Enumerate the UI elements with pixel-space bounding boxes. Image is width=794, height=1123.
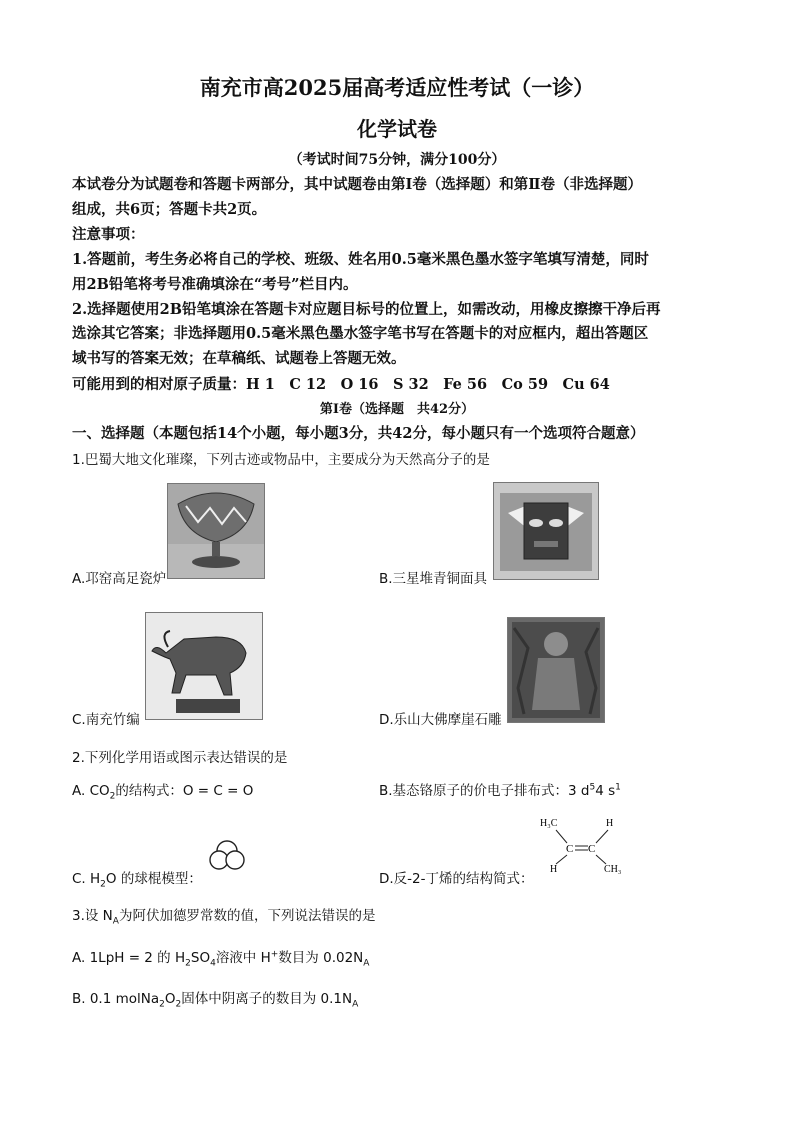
q2-stem: 2.下列化学用语或图示表达错误的是 xyxy=(72,750,288,766)
bamboo-weaving-bull-image xyxy=(145,612,263,720)
atomic-masses: 可能用到的相对原子质量：H 1 C 12 O 16 S 32 Fe 56 Co 59 Cu 64 xyxy=(72,376,610,393)
q2-option-b: B.基态铬原子的价电子排布式：3 $d^54$ $s^1$ xyxy=(379,782,621,799)
q3-stem: 3.设 $N_A$为阿伏加德罗常数的值，下列说法错误的是 xyxy=(72,908,376,927)
q1-option-c: C.南充竹编 xyxy=(72,712,140,728)
q1-option-b: B.三星堆青铜面具 xyxy=(379,571,488,587)
time-note: （考试时间75分钟，满分100分） xyxy=(288,152,506,168)
svg-text:H₃C: H₃C xyxy=(540,818,558,829)
section-1-heading: 一、选择题（本题包括14个小题，每小题3分，共42分，每小题只有一个选项符合题意） xyxy=(72,425,645,442)
intro-line-2: 组成，共6页；答题卡共2页。 xyxy=(72,201,267,218)
svg-text:C: C xyxy=(588,843,596,855)
q2-option-a: A. $CO_2$的结构式：O = C = O xyxy=(72,783,254,802)
trans-2-butene-structure xyxy=(536,812,632,876)
notice-2-line-2: 选涂其它答案；非选择题用0.5毫米黑色墨水签字笔书写在答题卡的对应框内，超出答题区 xyxy=(72,325,649,342)
q1-option-d: D.乐山大佛摩崖石雕 xyxy=(379,712,502,728)
leshan-buddha-image xyxy=(507,617,605,723)
q3-option-b: B. 0.1 $molNa_2O_2$固体中阴离子的数目为 $0.1N_A$ xyxy=(72,991,359,1010)
notice-2-line-1: 2.选择题使用2B铅笔填涂在答题卡对应题目标号的位置上，如需改动，用橡皮擦擦干净后再 xyxy=(72,301,661,318)
section-1-title: 第Ⅰ卷（选择题 共42分） xyxy=(319,402,475,417)
notice-2-line-3: 域书写的答案无效；在草稿纸、试题卷上答题无效。 xyxy=(72,350,406,367)
bronze-mask-image xyxy=(493,482,599,580)
q3-option-a: A. 1LpH = 2 的 $H_2SO_4$溶液中 H+数目为 $0.02N_A$ xyxy=(72,949,370,969)
subject-title: 化学试卷 xyxy=(357,117,437,141)
water-ball-stick-model xyxy=(208,838,246,872)
svg-text:H: H xyxy=(550,864,558,875)
q2-option-d: D.反-2-丁烯的结构简式： xyxy=(379,871,534,887)
notice-1-line-1: 1.答题前，考生务必将自己的学校、班级、姓名用0.5毫米黑色墨水签字笔填写清楚，同时 xyxy=(72,251,649,268)
porcelain-censer-image xyxy=(167,483,265,579)
q1-stem: 1.巴蜀大地文化璀璨，下列古迹或物品中，主要成分为天然高分子的是 xyxy=(72,452,490,468)
q2-option-c: C. $H_2O$ 的球棍模型： xyxy=(72,871,202,890)
svg-text:C: C xyxy=(566,843,574,855)
svg-text:H: H xyxy=(606,818,614,829)
intro-line-1: 本试卷分为试题卷和答题卡两部分，其中试题卷由第Ⅰ卷（选择题）和第Ⅱ卷（非选择题） xyxy=(72,176,642,193)
q1-option-a: A.邛窑高足瓷炉 xyxy=(72,571,167,587)
svg-text:CH₃: CH₃ xyxy=(604,864,622,875)
exam-title: 南充市高2025届高考适应性考试（一诊） xyxy=(199,75,595,100)
notice-title: 注意事项： xyxy=(72,226,145,243)
notice-1-line-2: 用2B铅笔将考号准确填涂在“考号”栏目内。 xyxy=(72,276,358,293)
